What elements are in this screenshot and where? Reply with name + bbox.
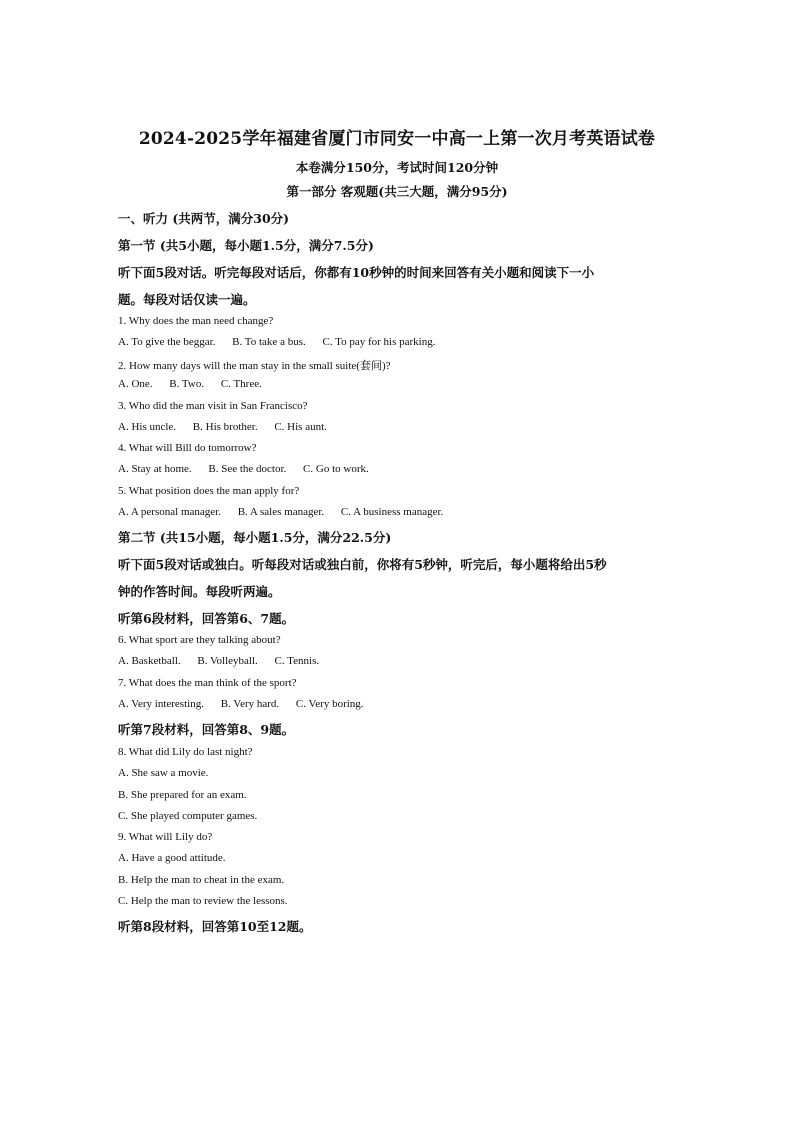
question-4: 4. What will Bill do tomorrow? xyxy=(118,442,257,454)
question-1-options xyxy=(118,336,449,348)
question-8-option-c: C. She played computer games. xyxy=(118,810,258,822)
question-6: 6. What sport are they talking about? xyxy=(118,634,281,646)
part1-heading: 第一节 (共5小题，每小题1.5分，满分7.5分) xyxy=(118,238,374,253)
option-b: B. A sales manager. xyxy=(237,506,325,518)
material-6-heading: 听第6段材料，回答第6、7题。 xyxy=(118,611,295,626)
exam-title: 2024-2025学年福建省厦门市同安一中高一上第一次月考英语试卷 xyxy=(138,129,656,149)
question-5-options xyxy=(118,506,457,518)
option-c: C. His aunt. xyxy=(274,421,327,433)
option-c: C. A business manager. xyxy=(340,506,444,518)
option-a: A. To give the beggar. xyxy=(118,336,216,348)
question-9-option-b: B. Help the man to cheat in the exam. xyxy=(118,874,285,886)
option-c: C. Go to work. xyxy=(303,463,369,475)
question-2: 2. How many days will the man stay in the small suite(套间)? xyxy=(118,360,391,372)
exam-subtitle: 本卷满分150分，考试时间120分钟 xyxy=(295,160,499,175)
option-b: B. To take a bus. xyxy=(232,336,306,348)
question-8: 8. What did Lily do last night? xyxy=(118,746,253,758)
question-9-option-a: A. Have a good attitude. xyxy=(118,852,226,864)
option-c: C. Three. xyxy=(220,378,262,390)
part2-instruction-line1: 听下面5段对话或独白。听每段对话或独白前，你将有5秒钟，听完后，每小题将给出5秒 xyxy=(118,557,607,572)
question-7-options xyxy=(118,698,378,710)
option-a: A. Very interesting. xyxy=(118,698,204,710)
question-4-options xyxy=(118,463,383,475)
part1-instruction-line2: 题。每段对话仅读一遍。 xyxy=(118,292,256,307)
option-a: A. Stay at home. xyxy=(118,463,192,475)
option-c: C. Very boring. xyxy=(295,698,364,710)
question-9-option-c: C. Help the man to review the lessons. xyxy=(118,895,288,907)
question-6-options xyxy=(118,655,333,667)
part1-instruction-line1: 听下面5段对话。听完每段对话后，你都有10秒钟的时间来回答有关小题和阅读下一小 xyxy=(118,265,595,280)
question-3-options xyxy=(118,421,341,433)
option-c: C. Tennis. xyxy=(274,655,320,667)
option-b: B. See the doctor. xyxy=(208,463,287,475)
option-a: A. His uncle. xyxy=(118,421,177,433)
option-a: A. A personal manager. xyxy=(118,506,221,518)
part2-instruction-line2: 钟的作答时间。每段听两遍。 xyxy=(118,584,281,599)
question-2-options xyxy=(118,378,276,390)
option-a: A. One. xyxy=(118,378,153,390)
option-b: B. Volleyball. xyxy=(197,655,258,667)
material-7-heading: 听第7段材料，回答第8、9题。 xyxy=(118,722,295,737)
option-b: B. His brother. xyxy=(192,421,258,433)
question-7: 7. What does the man think of the sport? xyxy=(118,677,297,689)
part2-heading: 第二节 (共15小题，每小题1.5分，满分22.5分) xyxy=(118,530,392,545)
question-8-option-a: A. She saw a movie. xyxy=(118,767,209,779)
question-8-option-b: B. She prepared for an exam. xyxy=(118,789,247,801)
option-c: C. To pay for his parking. xyxy=(322,336,436,348)
material-8-heading: 听第8段材料，回答第10至12题。 xyxy=(118,919,312,934)
option-b: B. Very hard. xyxy=(220,698,280,710)
option-b: B. Two. xyxy=(169,378,205,390)
part-heading: 第一部分 客观题(共三大题，满分95分) xyxy=(286,184,508,199)
section-heading-listening: 一、听力 (共两节，满分30分) xyxy=(118,211,290,226)
question-3: 3. Who did the man visit in San Francisco? xyxy=(118,400,308,412)
question-1: 1. Why does the man need change? xyxy=(118,315,274,327)
question-9: 9. What will Lily do? xyxy=(118,831,213,843)
option-a: A. Basketball. xyxy=(118,655,181,667)
question-5: 5. What position does the man apply for? xyxy=(118,485,300,497)
